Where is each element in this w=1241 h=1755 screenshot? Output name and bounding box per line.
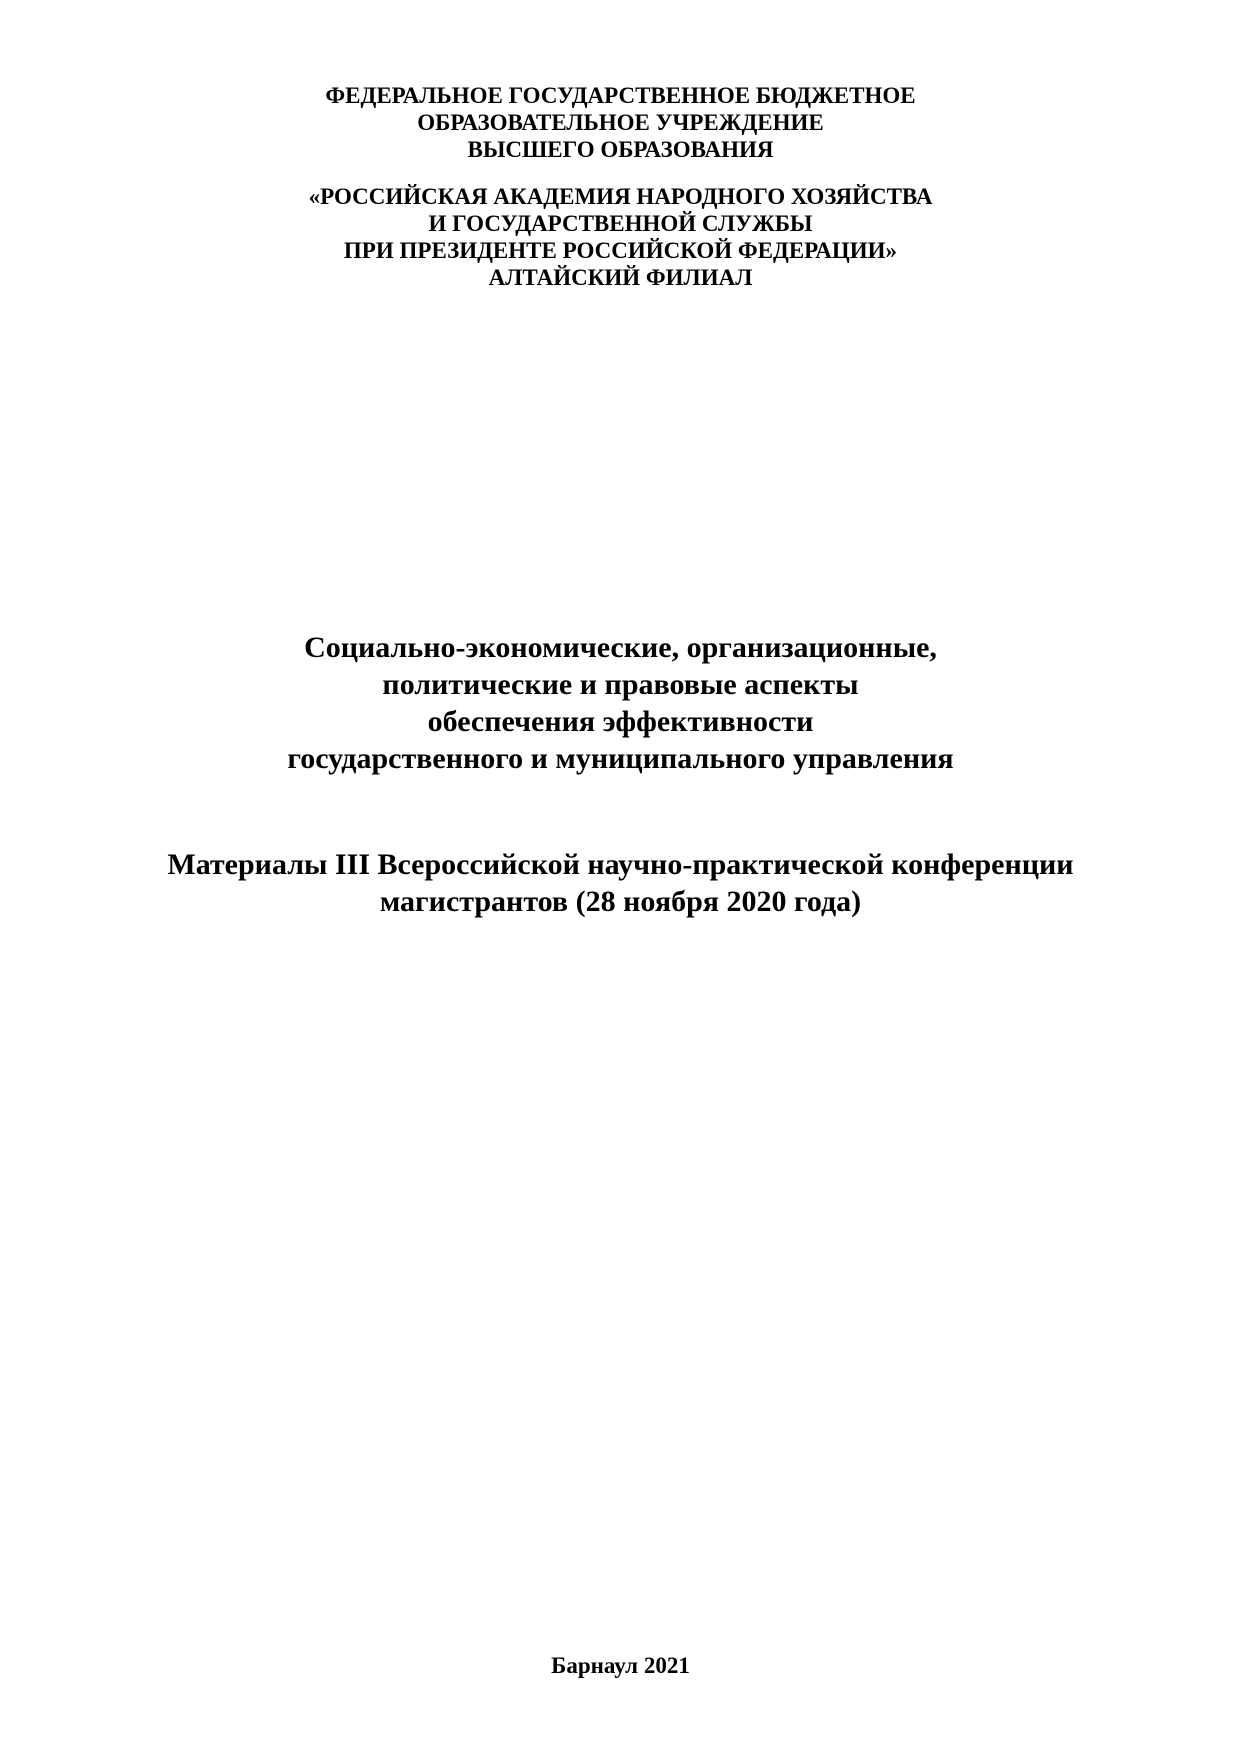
place-and-year <box>60 1652 1181 1679</box>
organization-header-line: ФЕДЕРАЛЬНОЕ ГОСУДАРСТВЕННОЕ БЮДЖЕТНОЕ <box>325 83 916 108</box>
academy-header <box>60 183 1181 291</box>
document-title-line: государственного и муниципального управления <box>287 742 954 775</box>
document-title-line: политические и правовые аспекты <box>382 668 859 701</box>
conference-subtitle-line: магистрантов (28 ноября 2020 года) <box>379 885 862 918</box>
conference-subtitle-line: Материалы III Всероссийской научно-практической конференции <box>167 848 1074 881</box>
place-and-year-text: Барнаул 2021 <box>551 1653 690 1678</box>
organization-header-line: ОБРАЗОВАТЕЛЬНОЕ УЧРЕЖДЕНИЕ <box>417 110 824 135</box>
academy-header-line: «РОССИЙСКАЯ АКАДЕМИЯ НАРОДНОГО ХОЗЯЙСТВА <box>308 184 933 209</box>
organization-header <box>60 82 1181 163</box>
academy-header-line: ПРИ ПРЕЗИДЕНТЕ РОССИЙСКОЙ ФЕДЕРАЦИИ» <box>343 238 898 263</box>
conference-subtitle <box>60 846 1181 920</box>
academy-header-line: АЛТАЙСКИЙ ФИЛИАЛ <box>488 265 753 290</box>
document-title-line: обеспечения эффективности <box>427 705 814 738</box>
organization-header-line: ВЫСШЕГО ОБРАЗОВАНИЯ <box>467 137 774 162</box>
document-title-line: Социально-экономические, организационные, <box>304 631 937 664</box>
document-title <box>60 629 1181 777</box>
academy-header-line: И ГОСУДАРСТВЕННОЙ СЛУЖБЫ <box>428 211 813 236</box>
